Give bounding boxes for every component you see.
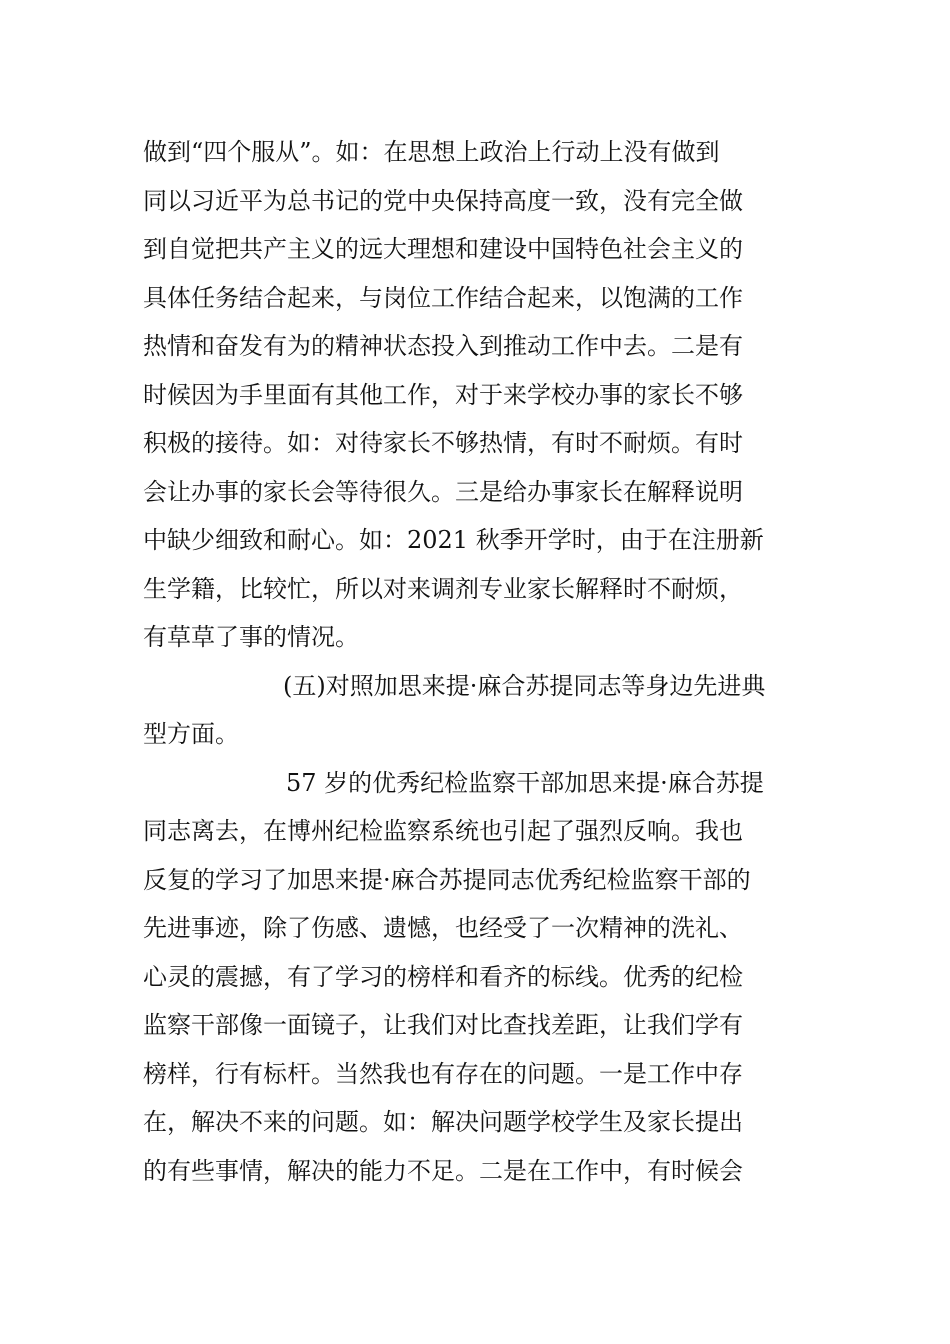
text-line: 具体任务结合起来，与岗位工作结合起来，以饱满的工作 bbox=[143, 283, 743, 312]
text-line: 同以习近平为总书记的党中央保持高度一致，没有完全做 bbox=[143, 186, 743, 215]
text-line: 到自觉把共产主义的远大理想和建设中国特色社会主义的 bbox=[143, 235, 743, 263]
text-line: 反复的学习了加思来提·麻合苏提同志优秀纪检监察干部的 bbox=[143, 865, 751, 894]
text-line: 做到“四个服从”。如：在思想上政治上行动上没有做到 bbox=[143, 138, 720, 166]
document-body bbox=[143, 128, 813, 1195]
text-line: 先进事迹，除了伤感、遗憾，也经受了一次精神的洗礼、 bbox=[143, 914, 743, 942]
text-line: 会让办事的家长会等待很久。三是给办事家长在解释说明 bbox=[143, 477, 743, 506]
text-line: 中缺少细致和耐心。如：2021 秋季开学时，由于在注册新 bbox=[143, 526, 764, 554]
text-line: 的有些事情，解决的能力不足。二是在工作中，有时候会 bbox=[143, 1156, 743, 1185]
text-line: 积极的接待。如：对待家长不够热情，有时不耐烦。有时 bbox=[143, 429, 743, 457]
text-line: 生学籍，比较忙，所以对来调剂专业家长解释时不耐烦， bbox=[143, 574, 743, 603]
text-line: 同志离去，在博州纪检监察系统也引起了强烈反响。我也 bbox=[143, 817, 743, 845]
text-line: 榜样，行有标杆。当然我也有存在的问题。一是工作中存 bbox=[143, 1059, 743, 1088]
text-line: 心灵的震撼，有了学习的榜样和看齐的标线。优秀的纪检 bbox=[143, 962, 743, 991]
section-heading: (五)对照加思来提·麻合苏提同志等身边先进典 bbox=[283, 671, 766, 700]
text-line: 有草草了事的情况。 bbox=[143, 623, 359, 651]
section-heading-continuation: 型方面。 bbox=[143, 720, 239, 748]
text-line: 在，解决不来的问题。如：解决问题学校学生及家长提出 bbox=[143, 1108, 743, 1136]
text-line: 监察干部像一面镜子，让我们对比查找差距，让我们学有 bbox=[143, 1011, 743, 1039]
paragraph-start: 57 岁的优秀纪检监察干部加思来提·麻合苏提 bbox=[286, 768, 764, 797]
text-line: 热情和奋发有为的精神状态投入到推动工作中去。二是有 bbox=[143, 332, 743, 360]
text-line: 时候因为手里面有其他工作，对于来学校办事的家长不够 bbox=[143, 380, 743, 409]
